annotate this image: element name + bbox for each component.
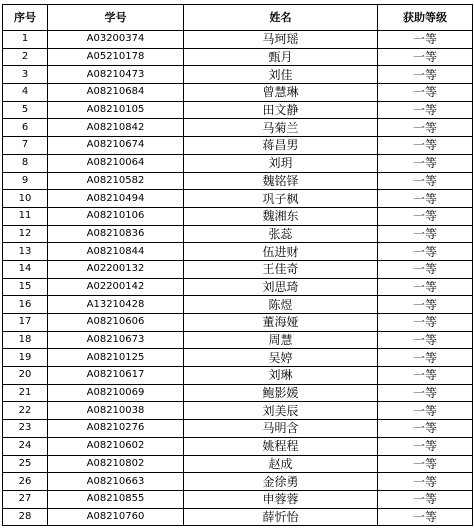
cell-name[interactable]: 金徐勇 <box>184 473 378 491</box>
cell-student-id[interactable]: A08210663 <box>48 473 184 491</box>
cell-no[interactable]: 19 <box>3 349 48 367</box>
cell-no[interactable]: 25 <box>3 455 48 473</box>
cell-grade[interactable]: 一等 <box>378 296 473 314</box>
cell-student-id[interactable]: A02200142 <box>48 278 184 296</box>
cell-no[interactable]: 7 <box>3 137 48 155</box>
cell-grade[interactable]: 一等 <box>378 473 473 491</box>
table-row <box>3 243 473 261</box>
cell-name[interactable]: 薛忻怡 <box>184 508 378 526</box>
cell-no[interactable]: 2 <box>3 48 48 66</box>
cell-name[interactable]: 魏湘东 <box>184 207 378 225</box>
cell-grade[interactable]: 一等 <box>378 437 473 455</box>
cell-no[interactable]: 8 <box>3 154 48 172</box>
cell-no[interactable]: 17 <box>3 314 48 332</box>
cell-grade[interactable]: 一等 <box>378 190 473 208</box>
cell-no[interactable]: 27 <box>3 490 48 508</box>
cell-name[interactable]: 蒋昌男 <box>184 137 378 155</box>
cell-no[interactable]: 4 <box>3 84 48 102</box>
table-row <box>3 490 473 508</box>
cell-name[interactable]: 甄月 <box>184 48 378 66</box>
cell-student-id[interactable]: A08210855 <box>48 490 184 508</box>
cell-name[interactable]: 申蓉蓉 <box>184 490 378 508</box>
cell-no[interactable]: 12 <box>3 225 48 243</box>
cell-name[interactable]: 刘佳 <box>184 66 378 84</box>
table-row <box>3 437 473 455</box>
cell-student-id[interactable]: A08210802 <box>48 455 184 473</box>
cell-student-id[interactable]: A08210069 <box>48 384 184 402</box>
table-row <box>3 384 473 402</box>
cell-student-id[interactable]: A08210673 <box>48 331 184 349</box>
header-row <box>3 5 473 31</box>
table-row <box>3 296 473 314</box>
spreadsheet <box>2 4 473 526</box>
aid-list-table <box>2 4 473 526</box>
cell-name[interactable]: 吴婷 <box>184 349 378 367</box>
table-row <box>3 154 473 172</box>
cell-name[interactable]: 田文静 <box>184 101 378 119</box>
cell-name[interactable]: 赵成 <box>184 455 378 473</box>
cell-grade[interactable]: 一等 <box>378 508 473 526</box>
cell-name[interactable]: 刘美辰 <box>184 402 378 420</box>
cell-grade[interactable]: 一等 <box>378 420 473 438</box>
cell-grade[interactable]: 一等 <box>378 154 473 172</box>
cell-no[interactable]: 10 <box>3 190 48 208</box>
cell-grade[interactable]: 一等 <box>378 314 473 332</box>
cell-no[interactable]: 26 <box>3 473 48 491</box>
cell-name[interactable]: 伍进财 <box>184 243 378 261</box>
table-row <box>3 84 473 102</box>
cell-student-id[interactable]: A08210582 <box>48 172 184 190</box>
cell-no[interactable]: 23 <box>3 420 48 438</box>
table-row <box>3 172 473 190</box>
table-row <box>3 119 473 137</box>
cell-student-id[interactable]: A08210064 <box>48 154 184 172</box>
cell-grade[interactable]: 一等 <box>378 490 473 508</box>
cell-name[interactable]: 魏铭铎 <box>184 172 378 190</box>
cell-student-id[interactable]: A02200132 <box>48 260 184 278</box>
cell-no[interactable]: 20 <box>3 367 48 385</box>
cell-name[interactable]: 鲍影媛 <box>184 384 378 402</box>
cell-student-id[interactable]: A08210760 <box>48 508 184 526</box>
table-body <box>3 31 473 526</box>
cell-name[interactable]: 董海娅 <box>184 314 378 332</box>
table-row <box>3 455 473 473</box>
cell-grade[interactable]: 一等 <box>378 48 473 66</box>
cell-grade[interactable]: 一等 <box>378 137 473 155</box>
cell-student-id[interactable]: A08210674 <box>48 137 184 155</box>
cell-no[interactable]: 9 <box>3 172 48 190</box>
cell-grade[interactable]: 一等 <box>378 260 473 278</box>
cell-no[interactable]: 6 <box>3 119 48 137</box>
cell-name[interactable]: 马菊兰 <box>184 119 378 137</box>
table-row <box>3 420 473 438</box>
cell-no[interactable]: 11 <box>3 207 48 225</box>
cell-name[interactable]: 马明含 <box>184 420 378 438</box>
cell-no[interactable]: 15 <box>3 278 48 296</box>
table-row <box>3 101 473 119</box>
cell-student-id[interactable]: A08210105 <box>48 101 184 119</box>
cell-name[interactable]: 王佳奇 <box>184 260 378 278</box>
cell-student-id[interactable]: A08210106 <box>48 207 184 225</box>
cell-no[interactable]: 24 <box>3 437 48 455</box>
cell-student-id[interactable]: A08210684 <box>48 84 184 102</box>
cell-grade[interactable]: 一等 <box>378 207 473 225</box>
table-row <box>3 137 473 155</box>
cell-grade[interactable]: 一等 <box>378 349 473 367</box>
cell-name[interactable]: 刘琳 <box>184 367 378 385</box>
cell-no[interactable]: 1 <box>3 31 48 49</box>
cell-name[interactable]: 刘玥 <box>184 154 378 172</box>
cell-grade[interactable]: 一等 <box>378 402 473 420</box>
cell-name[interactable]: 曾慧琳 <box>184 84 378 102</box>
cell-name[interactable]: 马珂瑶 <box>184 31 378 49</box>
cell-student-id[interactable]: A08210844 <box>48 243 184 261</box>
table-row <box>3 31 473 49</box>
table-row <box>3 402 473 420</box>
cell-no[interactable]: 22 <box>3 402 48 420</box>
table-row <box>3 314 473 332</box>
cell-student-id[interactable]: A08210606 <box>48 314 184 332</box>
table-row <box>3 66 473 84</box>
table-row <box>3 260 473 278</box>
table-row <box>3 367 473 385</box>
cell-grade[interactable]: 一等 <box>378 455 473 473</box>
cell-grade[interactable]: 一等 <box>378 101 473 119</box>
cell-name[interactable]: 周慧 <box>184 331 378 349</box>
cell-no[interactable]: 3 <box>3 66 48 84</box>
cell-student-id[interactable]: A03200374 <box>48 31 184 49</box>
cell-grade[interactable]: 一等 <box>378 225 473 243</box>
header-name[interactable]: 姓名 <box>184 5 378 31</box>
header-student-id[interactable]: 学号 <box>48 5 184 31</box>
cell-student-id[interactable]: A08210473 <box>48 66 184 84</box>
cell-student-id[interactable]: A08210617 <box>48 367 184 385</box>
header-no[interactable]: 序号 <box>3 5 48 31</box>
cell-grade[interactable]: 一等 <box>378 367 473 385</box>
table-row <box>3 508 473 526</box>
cell-student-id[interactable]: A08210836 <box>48 225 184 243</box>
cell-grade[interactable]: 一等 <box>378 66 473 84</box>
table-row <box>3 278 473 296</box>
table-row <box>3 48 473 66</box>
cell-student-id[interactable]: A13210428 <box>48 296 184 314</box>
cell-no[interactable]: 16 <box>3 296 48 314</box>
cell-student-id[interactable]: A08210038 <box>48 402 184 420</box>
table-row <box>3 225 473 243</box>
cell-name[interactable]: 陈煜 <box>184 296 378 314</box>
cell-name[interactable]: 姚程程 <box>184 437 378 455</box>
cell-grade[interactable]: 一等 <box>378 84 473 102</box>
cell-no[interactable]: 21 <box>3 384 48 402</box>
cell-student-id[interactable]: A08210602 <box>48 437 184 455</box>
cell-no[interactable]: 14 <box>3 260 48 278</box>
cell-student-id[interactable]: A05210178 <box>48 48 184 66</box>
table-row <box>3 331 473 349</box>
cell-student-id[interactable]: A08210494 <box>48 190 184 208</box>
cell-grade[interactable]: 一等 <box>378 331 473 349</box>
cell-no[interactable]: 18 <box>3 331 48 349</box>
cell-grade[interactable]: 一等 <box>378 119 473 137</box>
table-row <box>3 190 473 208</box>
cell-name[interactable]: 刘思琦 <box>184 278 378 296</box>
cell-student-id[interactable]: A08210125 <box>48 349 184 367</box>
cell-name[interactable]: 巩子枫 <box>184 190 378 208</box>
cell-grade[interactable]: 一等 <box>378 243 473 261</box>
table-row <box>3 473 473 491</box>
cell-name[interactable]: 张蕊 <box>184 225 378 243</box>
cell-no[interactable]: 13 <box>3 243 48 261</box>
table-row <box>3 349 473 367</box>
cell-no[interactable]: 5 <box>3 101 48 119</box>
cell-no[interactable]: 28 <box>3 508 48 526</box>
cell-grade[interactable]: 一等 <box>378 384 473 402</box>
cell-student-id[interactable]: A08210276 <box>48 420 184 438</box>
header-grade[interactable]: 获助等级 <box>378 5 473 31</box>
cell-student-id[interactable]: A08210842 <box>48 119 184 137</box>
table-row <box>3 207 473 225</box>
cell-grade[interactable]: 一等 <box>378 278 473 296</box>
cell-grade[interactable]: 一等 <box>378 31 473 49</box>
cell-grade[interactable]: 一等 <box>378 172 473 190</box>
